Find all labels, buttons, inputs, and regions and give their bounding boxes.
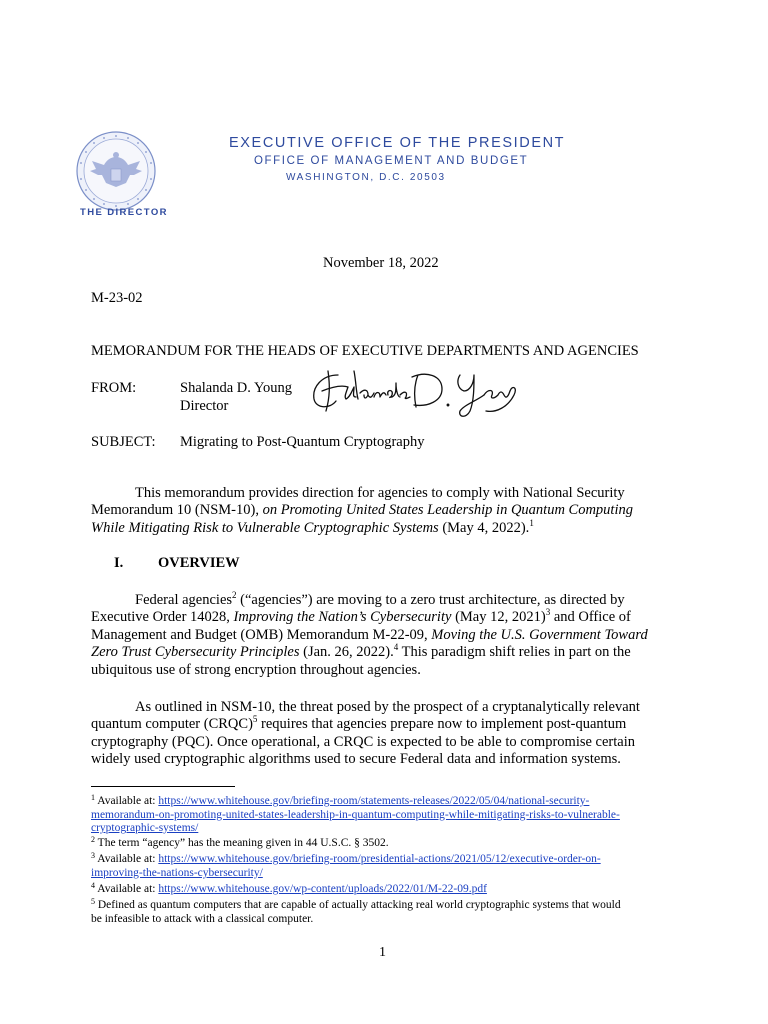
footnote-3	[91, 853, 691, 880]
footnote-link[interactable]: improving-the-nations-cybersecurity/	[91, 866, 263, 879]
text-run: Memorandum 10 (NSM-10),	[91, 502, 263, 519]
from-name: Shalanda D. Young	[180, 380, 292, 396]
text-run: Available at:	[95, 795, 159, 807]
footnote-number: 5	[91, 897, 95, 906]
footnote-line	[91, 809, 691, 823]
footnote-link[interactable]: https://www.whitehouse.gov/briefing-room/statements-releases/2022/05/04/national-security-	[158, 795, 590, 807]
paragraph-line: widely used cryptographic algorithms used to secure Federal data and information systems.	[91, 751, 621, 768]
paragraph-line	[91, 517, 681, 537]
overview-paragraph-1	[91, 592, 681, 679]
footnote-ref[interactable]: 2	[232, 590, 237, 600]
paragraph-line: ubiquitous use of strong encryption throughout agencies.	[91, 661, 421, 678]
subject-text: Migrating to Post-Quantum Cryptography	[180, 434, 425, 450]
text-run: Available at:	[95, 853, 159, 865]
footnote-link[interactable]: https://www.whitehouse.gov/briefing-room/presidential-actions/2021/05/12/executive-order-on-	[158, 853, 601, 865]
footnote-line	[91, 899, 691, 913]
text-run: and Office of	[550, 609, 631, 626]
footnote-number: 1	[91, 793, 95, 802]
footnote-line	[91, 867, 691, 881]
footnote-line	[91, 853, 691, 867]
from-title: Director	[180, 398, 229, 414]
footnote-divider	[91, 786, 235, 787]
footnote-line	[91, 795, 691, 809]
text-run: Federal agencies	[135, 592, 233, 608]
signature-image	[308, 361, 523, 421]
paragraph-line	[91, 609, 681, 626]
paragraph-line	[91, 627, 681, 644]
text-run: Executive Order 14028,	[91, 609, 234, 626]
subject-label: SUBJECT:	[91, 434, 156, 450]
letterhead-address: WASHINGTON, D.C. 20503	[286, 172, 446, 183]
footnote-link[interactable]: memorandum-on-promoting-united-states-leadership-in-quantum-computing-while-mitigating-risks-to-vulnerable-	[91, 808, 620, 821]
text-run: (Jan. 26, 2022).	[299, 644, 394, 661]
footnote-ref[interactable]: 1	[529, 517, 534, 528]
text-run: quantum computer (CRQC)	[91, 716, 253, 733]
footnote-ref[interactable]: 5	[252, 714, 258, 725]
footnote-line	[91, 883, 691, 897]
footnote-5	[91, 899, 691, 926]
memo-number: M-23-02	[91, 290, 143, 306]
footnote-1	[91, 795, 691, 836]
from-label: FROM:	[91, 380, 137, 396]
paragraph-line	[91, 644, 681, 661]
footnote-2	[91, 837, 691, 851]
text-run: (May 12, 2021)	[451, 609, 546, 626]
page-number: 1	[379, 945, 386, 960]
footnote-number: 3	[91, 851, 95, 860]
paragraph-line	[91, 716, 681, 733]
footnote-line	[91, 822, 691, 836]
footnote-ref[interactable]: 4	[393, 642, 399, 653]
italic-title: Zero Trust Cybersecurity Principles	[91, 644, 300, 661]
section-heading: OVERVIEW	[158, 555, 240, 571]
paragraph-line: This memorandum provides direction for agencies to comply with National Security	[135, 485, 625, 501]
memo-addressees: MEMORANDUM FOR THE HEADS OF EXECUTIVE DEPARTMENTS AND AGENCIES	[91, 343, 639, 359]
text-run: This paradigm shift relies in part on the	[398, 644, 631, 661]
text-run: (May 4, 2022).	[438, 519, 530, 536]
italic-title: Moving the U.S. Government Toward	[431, 626, 648, 643]
paragraph-line: cryptography (PQC). Once operational, a CRQC is expected to be able to compromise certain	[91, 733, 635, 750]
footnote-link[interactable]: cryptographic-systems/	[91, 822, 199, 835]
letterhead-director: THE DIRECTOR	[80, 207, 168, 218]
text-run: Defined as quantum computers that are capable of actually attacking real world cryptographic systems that would	[95, 899, 621, 911]
memo-date: November 18, 2022	[323, 255, 439, 271]
text-run: The term “agency” has the meaning given in 44 U.S.C. § 3502.	[95, 837, 389, 849]
footnote-number: 2	[91, 835, 95, 844]
footnote-line	[91, 837, 691, 851]
paragraph-line	[91, 502, 681, 519]
footnote-line: be infeasible to attack with a classical computer.	[91, 912, 314, 925]
italic-title: Improving the Nation’s Cybersecurity	[233, 609, 452, 626]
text-run: (“agencies”) are moving to a zero trust architecture, as directed by	[236, 592, 625, 608]
footnote-ref[interactable]: 3	[545, 607, 551, 618]
presidential-seal-icon	[76, 131, 156, 211]
footnote-4	[91, 883, 691, 897]
letterhead-title: EXECUTIVE OFFICE OF THE PRESIDENT	[229, 135, 566, 151]
footnote-link[interactable]: https://www.whitehouse.gov/wp-content/uploads/2022/01/M-22-09.pdf	[158, 883, 487, 895]
paragraph-line: As outlined in NSM-10, the threat posed by the prospect of a cryptanalytically relevant	[135, 699, 640, 715]
footnote-number: 4	[91, 881, 95, 890]
section-numeral: I.	[114, 555, 124, 571]
paragraph-line	[91, 592, 681, 609]
overview-paragraph-2	[91, 699, 681, 769]
text-run: Available at:	[95, 883, 159, 895]
letterhead-office: OFFICE OF MANAGEMENT AND BUDGET	[254, 155, 529, 167]
text-run: Management and Budget (OMB) Memorandum M-22-09,	[91, 626, 432, 643]
intro-paragraph	[91, 485, 681, 537]
italic-title: While Mitigating Risk to Vulnerable Cryptographic Systems	[91, 519, 439, 536]
text-run: requires that agencies prepare now to implement post-quantum	[257, 716, 627, 733]
italic-title: on Promoting United States Leadership in Quantum Computing	[262, 502, 633, 519]
